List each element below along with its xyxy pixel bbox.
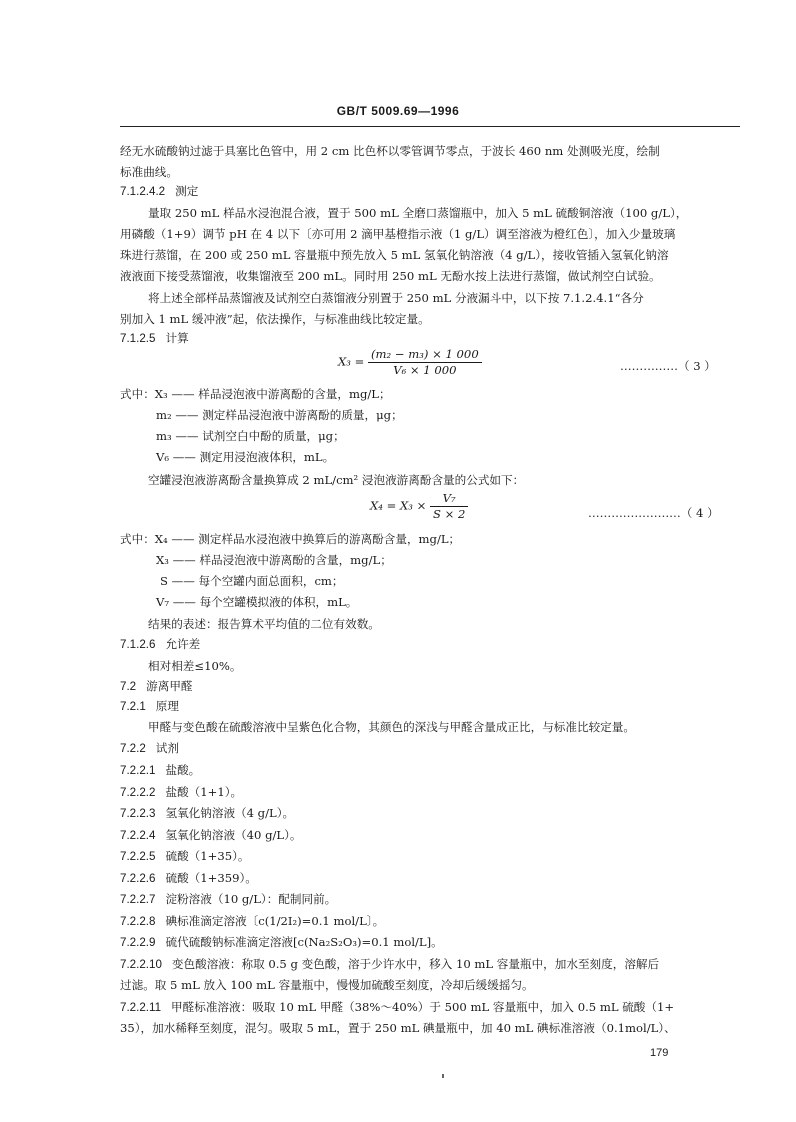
where-definition: S —— 每个空罐内面总面积，cm；	[160, 574, 344, 588]
reagent-item	[0, 932, 796, 952]
reagent-text: 变色酸溶液：称取 0.5 g 变色酸，溶于少许水中，移入 10 mL 容量瓶中，加水至刻度，溶解后	[171, 957, 660, 971]
para-line: 别加入 1 mL 缓冲液”起，依法操作，与标准曲线比较定量。	[120, 312, 430, 326]
para-line: 经无水硫酸钠过滤于具塞比色管中，用 2 cm 比色杯以零管调节零点，于波长 460 nm 处测吸光度，绘制	[120, 144, 660, 158]
fraction-numerator: (m₂ − m₃) × 1 000	[368, 347, 482, 363]
reagent-item	[0, 846, 796, 866]
reagent-text: 硫代硫酸钠标准滴定溶液[c(Na₂S₂O₃)=0.1 mol/L]。	[165, 935, 443, 949]
reagent-number: 7.2.2.9	[120, 936, 156, 949]
para-line: 珠进行蒸馏，在 200 或 250 mL 容量瓶中预先放入 5 mL 氢氧化钠溶液（4 g/L），接收管插入氢氧化钠溶	[120, 248, 669, 262]
para-line: 标准曲线。	[120, 165, 178, 179]
section-number: 7.2.2	[120, 742, 146, 755]
section-heading	[0, 696, 796, 716]
reagent-text: 甲醛标准溶液：吸取 10 mL 甲醛（38%～40%）于 500 mL 容量瓶中，加入 0.5 mL 硫酸（1+	[171, 1000, 675, 1014]
para-line: 液液面下接受蒸馏液，收集馏液至 200 mL。同时用 250 mL 无酚水按上法进行蒸馏，做试剂空白试验。	[120, 269, 661, 283]
section-title: 允许差	[165, 637, 201, 651]
section-number: 7.1.2.4.2	[120, 185, 166, 198]
reagent-item	[0, 825, 796, 845]
reagent-text: 碘标准滴定溶液〔c(1/2I₂)=0.1 mol/L〕。	[165, 914, 385, 928]
reagent-number: 7.2.2.2	[120, 786, 156, 799]
section-title: 游离甲醛	[146, 679, 193, 693]
reagent-item	[0, 954, 796, 974]
where-definition: X₄ —— 测定样品水浸泡液中换算后的游离酚含量，mg/L；	[154, 532, 461, 546]
para-line: 空罐浸泡液游离酚含量换算成 2 mL/cm² 浸泡液游离酚含量的公式如下：	[148, 473, 525, 487]
reagent-number: 7.2.2.7	[120, 893, 156, 906]
reagent-number: 7.2.2.6	[120, 872, 156, 885]
reagent-number: 7.2.2.3	[120, 807, 156, 820]
section-number: 7.1.2.5	[120, 332, 156, 345]
section-heading	[0, 676, 796, 696]
where-definition: m₃ —— 试剂空白中酚的质量，μg；	[156, 429, 345, 443]
reagent-text: 氢氧化钠溶液（4 g/L）。	[165, 806, 295, 820]
reagent-text: 氢氧化钠溶液（40 g/L）。	[165, 828, 302, 842]
where-prefix: 式中：	[120, 387, 155, 401]
para-line: 将上述全部样品蒸馏液及试剂空白蒸馏液分别置于 250 mL 分液漏斗中，以下按 7.1.2.4.1“各分	[148, 291, 644, 305]
section-heading	[0, 738, 796, 758]
fraction-numerator: V₇	[430, 491, 468, 507]
reagent-text: 盐酸（1+1）。	[165, 785, 243, 799]
section-title: 原理	[155, 699, 179, 713]
page-number: 179	[650, 1047, 669, 1059]
equation-lhs: X₄ = X₃ ×	[370, 498, 427, 513]
where-definition: X₃ —— 样品浸泡液中游离酚的含量，mg/L；	[156, 553, 392, 567]
para-line: 35），加水稀释至刻度，混匀。吸取 5 mL，置于 250 mL 碘量瓶中，加 40 mL 碘标准溶液（0.1mol/L）、	[120, 1021, 676, 1035]
reagent-number: 7.2.2.10	[120, 958, 162, 971]
reagent-number: 7.2.2.1	[120, 764, 156, 777]
equation-fraction	[368, 347, 482, 378]
reagent-item	[0, 997, 796, 1017]
where-line	[0, 384, 796, 404]
reagent-number: 7.2.2.5	[120, 850, 156, 863]
para-line: 量取 250 mL 样品水浸泡混合液，置于 500 mL 全磨口蒸馏瓶中，加入 5 mL 硫酸铜溶液（100 g/L），	[148, 206, 688, 220]
section-heading	[0, 328, 796, 348]
section-heading	[0, 634, 796, 654]
section-title: 试剂	[155, 741, 179, 755]
section-number: 7.2.1	[120, 700, 146, 713]
reagent-text: 硫酸（1+35）。	[165, 849, 250, 863]
where-definition: V₇ —— 每个空罐模拟液的体积，mL。	[156, 595, 358, 609]
where-definition: V₆ —— 测定用浸泡液体积，mL。	[156, 450, 335, 464]
fraction-denominator: V₆ × 1 000	[393, 363, 457, 377]
equation-4	[370, 491, 468, 522]
section-heading	[0, 181, 796, 201]
where-definition: m₂ —— 测定样品浸泡液中游离酚的质量，μg；	[156, 408, 403, 422]
reagent-number: 7.2.2.4	[120, 829, 156, 842]
header-rule	[120, 126, 740, 127]
para-line: 用磷酸（1+9）调节 pH 在 4 以下〔亦可用 2 滴甲基橙指示液（1 g/L）调至溶液为橙红色〕，加入少量玻璃	[120, 227, 676, 241]
equation-number: ……………………（ 4 ）	[588, 506, 719, 520]
section-number: 7.1.2.6	[120, 638, 156, 651]
where-prefix: 式中：	[120, 532, 155, 546]
fraction-denominator: S × 2	[432, 507, 466, 521]
equation-lhs: X₃ =	[338, 354, 365, 369]
reagent-text: 硫酸（1+359）。	[165, 871, 257, 885]
equation-3	[338, 347, 482, 378]
para-line: 甲醛与变色酸在硫酸溶液中呈紫色化合物，其颜色的深浅与甲醛含量成正比，与标准比较定量。	[148, 720, 635, 734]
reagent-text: 淀粉溶液（10 g/L）：配制同前。	[165, 892, 337, 906]
equation-number: ……………（ 3 ）	[620, 359, 716, 373]
para-line: 相对相差≤10%。	[148, 659, 242, 673]
page-header-standard-code: GB/T 5009.69—1996	[336, 104, 460, 118]
reagent-text: 盐酸。	[165, 763, 201, 777]
para-line: 过滤。取 5 mL 放入 100 mL 容量瓶中，慢慢加硫酸至刻度，冷却后缓缓摇匀。	[120, 978, 534, 992]
section-number: 7.2	[120, 680, 137, 693]
reagent-item	[0, 911, 796, 931]
where-definition: X₃ —— 样品浸泡液中游离酚的含量，mg/L；	[154, 387, 391, 401]
section-title: 测定	[175, 184, 199, 198]
para-line: 结果的表述：报告算术平均值的二位有效数。	[148, 617, 380, 631]
where-line	[0, 529, 796, 549]
reagent-item	[0, 868, 796, 888]
reagent-item	[0, 782, 796, 802]
reagent-item	[0, 889, 796, 909]
reagent-item	[0, 760, 796, 780]
scan-speck	[442, 1074, 444, 1078]
reagent-item	[0, 803, 796, 823]
equation-fraction	[430, 491, 468, 522]
section-title: 计算	[165, 331, 189, 345]
reagent-number: 7.2.2.8	[120, 915, 156, 928]
reagent-number: 7.2.2.11	[120, 1001, 162, 1014]
